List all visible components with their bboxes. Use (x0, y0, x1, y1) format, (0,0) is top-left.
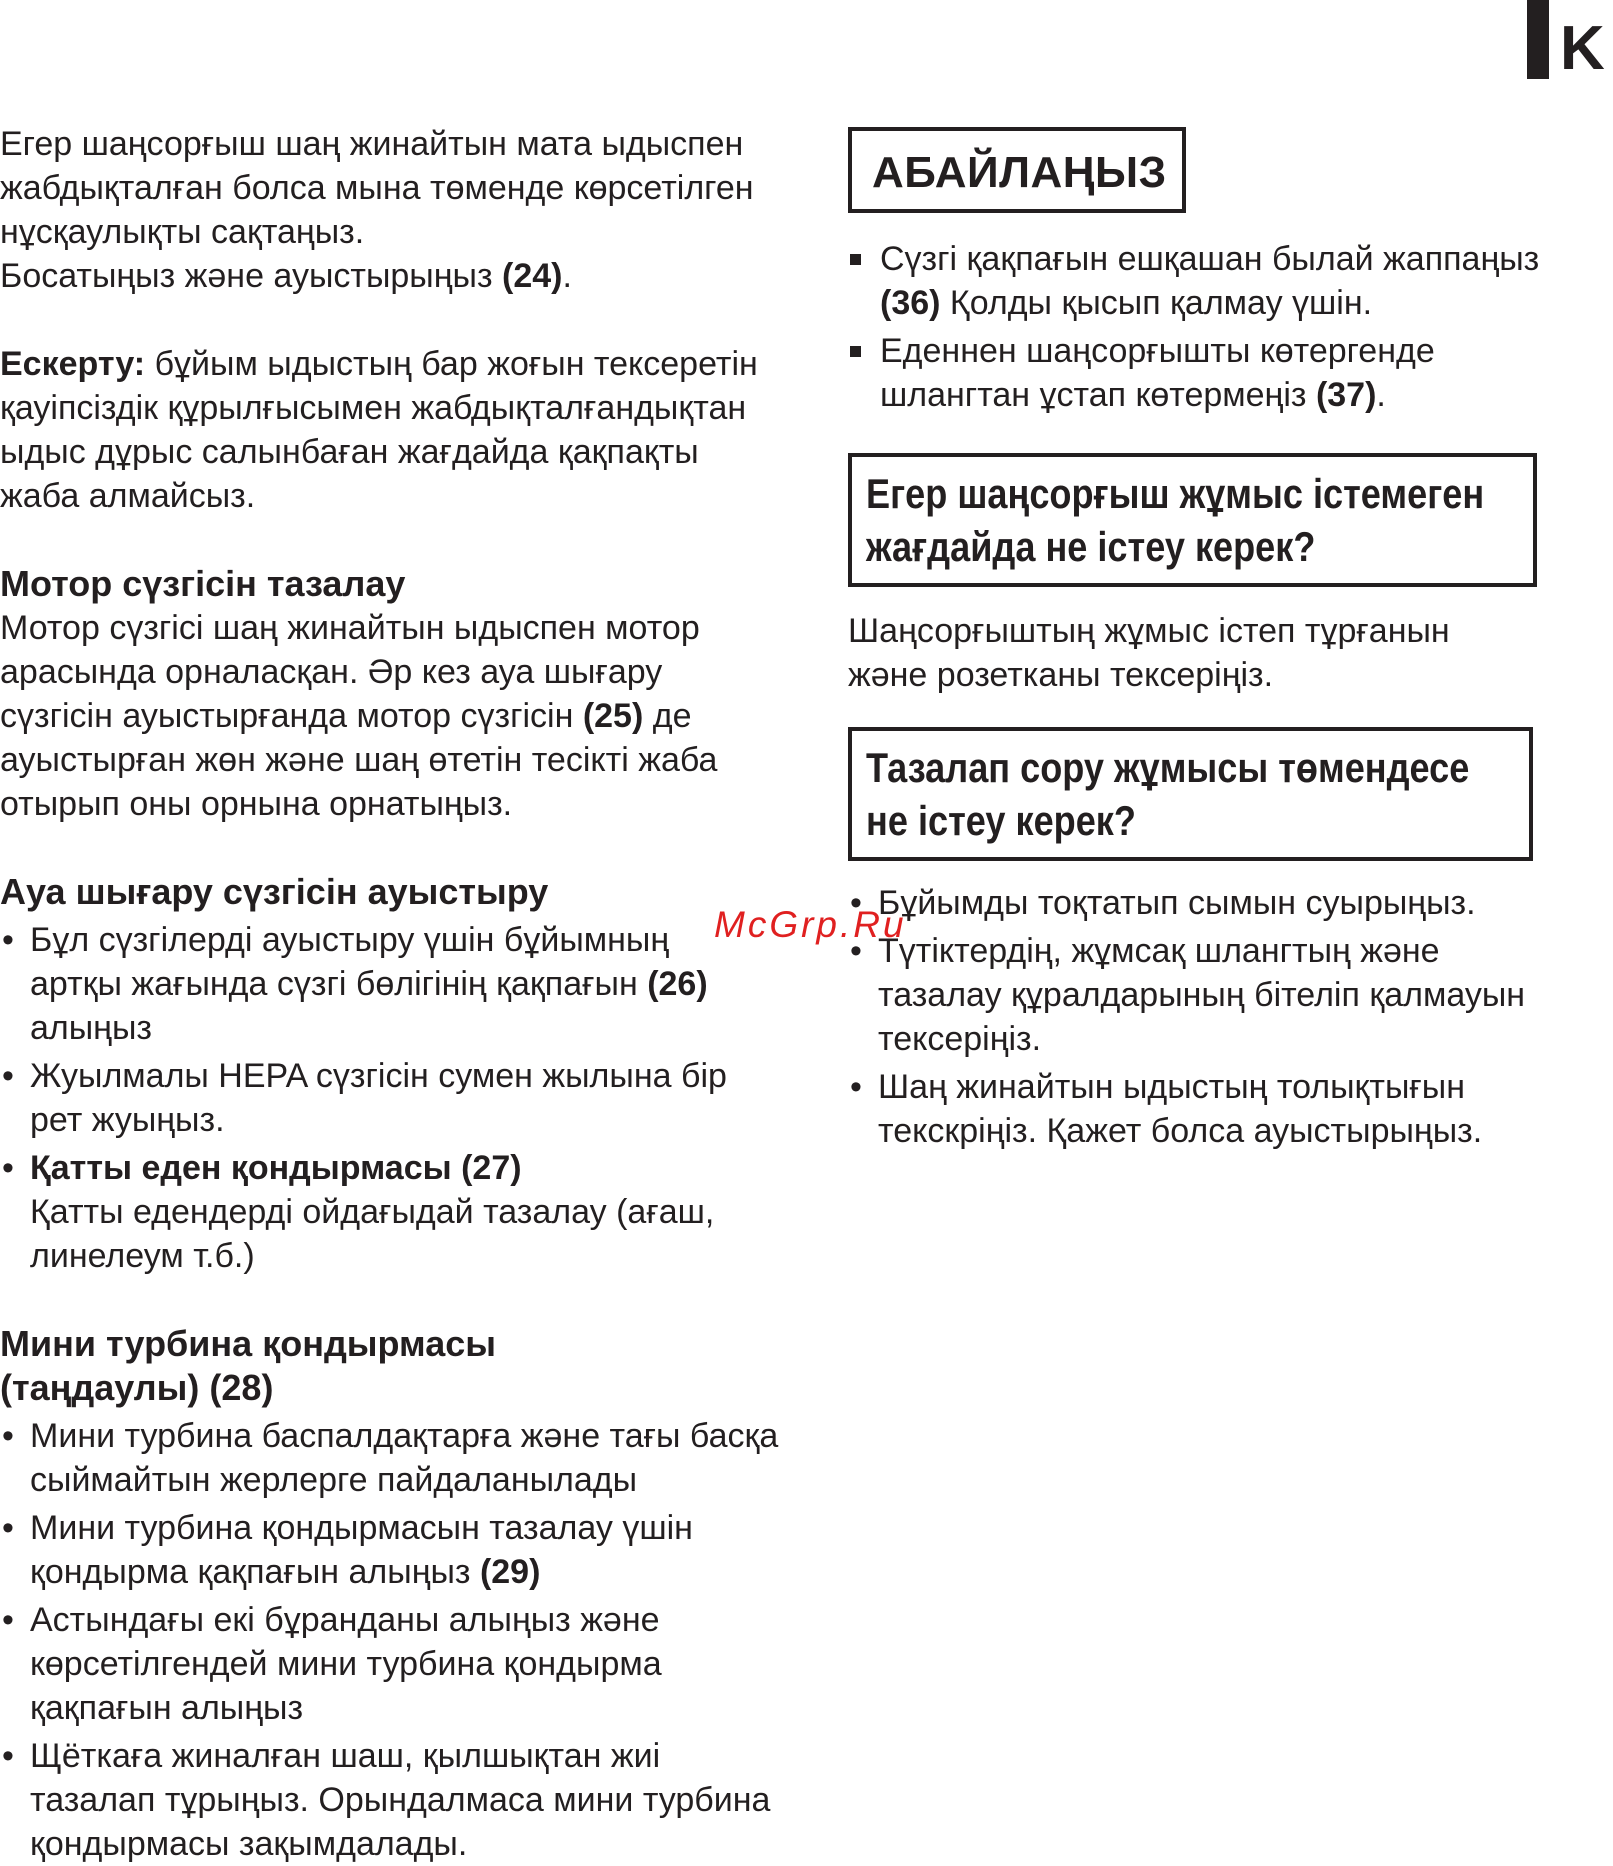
page-tab-bar (1527, 0, 1549, 79)
list-item: • Астындағы екі бұранданы алыңыз және көрсетілгендей мини турбина қондырма қақпағын алыңыз (0, 1598, 830, 1730)
list-item: • Шаң жинайтын ыдыстың толықтығын текскріңіз. Қажет болса ауыстырыңыз. (848, 1065, 1588, 1153)
mini-turbo-list (0, 1414, 830, 1866)
warning-list (848, 237, 1588, 417)
list-item: Сүзгі қақпағын ешқашан былай жаппаңыз (36) Қолды қысып қалмау үшін. (848, 237, 1588, 325)
list-item: • Бұйымды тоқтатып сымын суырыңыз. (848, 881, 1588, 925)
left-column (0, 122, 830, 1866)
page-letter: K (1560, 14, 1605, 83)
motor-filter-heading: Мотор сүзгісін тазалау (0, 563, 406, 604)
list-item: • Бұл сүзгілерді ауыстыру үшін бұйымның артқы жағында сүзгі бөлігінің қақпағын (26) алыңыз (0, 918, 830, 1050)
question-answer: Шаңсорғыштың жұмыс істеп тұрғанын және розетканы тексеріңіз. (848, 612, 1450, 694)
list-item: • Щёткаға жиналған шаш, қылшықтан жиі тазалап тұрыңыз. Орындалмаса мини турбина қондырмасы зақымдалады. (0, 1734, 830, 1866)
question-title: Тазалап сору жұмысы төмендесе (866, 744, 1470, 791)
note-paragraph: Ескерту: бұйым ыдыстың бар жоғын тексеретін қауіпсіздік құрылғысымен жабдықталғандықтан ыдыс дұрыс салынбаған жағдайда қақпақты жаба алмайсыз. (0, 345, 758, 515)
warning-title: АБАЙЛАҢЫЗ (872, 148, 1167, 197)
question-title: Егер шаңсорғыш жұмыс істемеген (866, 470, 1485, 517)
right-column (848, 127, 1588, 1153)
question-box-low-suction: Тазалап сору жұмысы төмендесе не істеу керек? (848, 727, 1533, 861)
warning-box (848, 127, 1186, 213)
watermark: McGrp.Ru (714, 904, 907, 945)
mini-turbo-heading: Мини турбина қондырмасы (таңдаулы) (28) (0, 1323, 497, 1408)
motor-filter-paragraph: Мотор сүзгісі шаң жинайтын ыдыспен мотор арасында орналасқан. Әр кез ауа шығару сүзгісін ауыстырғанда мотор сүзгісін (25) де ауыстырған жөн және шаң өтетін тесікті жаба отырып оны орнына орнатыңыз. (0, 609, 718, 823)
list-item: • Мини турбина баспалдақтарға және тағы басқа сыймайтын жерлерге пайдаланылады (0, 1414, 830, 1502)
list-item: • Қатты еден қондырмасы (27) Қатты едендерді ойдағыдай тазалау (ағаш, линелеум т.б.) (0, 1146, 830, 1278)
exhaust-filter-list (0, 918, 830, 1278)
note-label: Ескерту: (0, 345, 146, 383)
list-item: • Жуылмалы HEPA сүзгісін сумен жылына бір рет жуыңыз. (0, 1054, 830, 1142)
list-item: • Мини турбина қондырмасын тазалау үшін қондырма қақпағын алыңыз (29) (0, 1506, 830, 1594)
question-box-not-working: Егер шаңсорғыш жұмыс істемеген жағдайда не істеу керек? (848, 453, 1537, 587)
exhaust-filter-heading: Ауа шығару сүзгісін ауыстыру (0, 871, 549, 912)
list-item: • Түтіктердің, жұмсақ шлангтың және тазалау құралдарының бітеліп қалмауын тексеріңіз. (848, 929, 1588, 1061)
intro-paragraph: Егер шаңсорғыш шаң жинайтын мата ыдыспен жабдықталған болса мына төменде көрсетілген нұсқаулықты сақтаңыз. Босатыңыз және ауыстырыңыз (24). (0, 125, 754, 295)
low-suction-list (848, 881, 1588, 1153)
list-item: Еденнен шаңсорғышты көтергенде шлангтан ұстап көтермеңіз (37). (848, 329, 1588, 417)
